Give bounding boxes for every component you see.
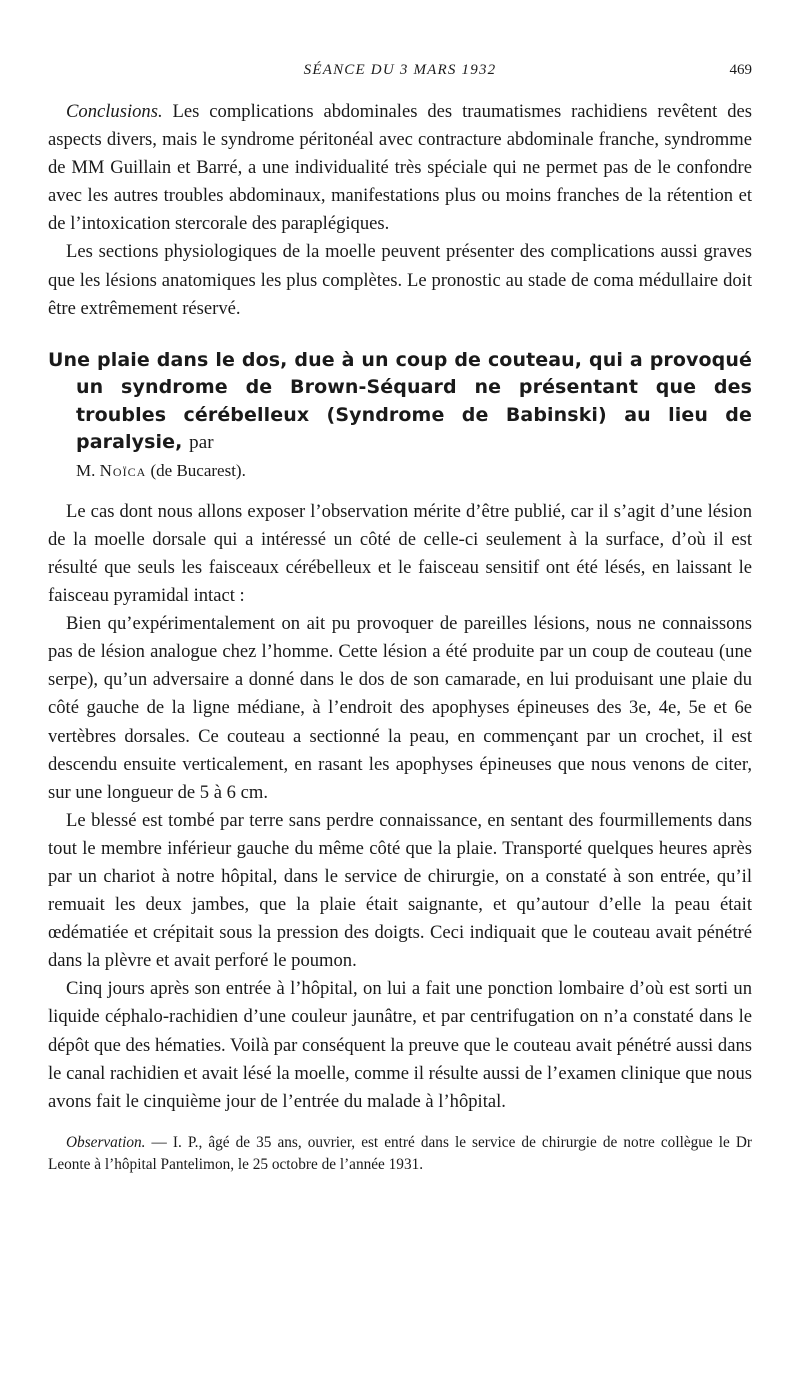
article-by: par [189, 432, 214, 454]
conclusions-label: Conclusions. [66, 101, 163, 122]
author-origin: (de Bucarest). [150, 460, 246, 480]
body-paragraph-4: Cinq jours après son entrée à l’hôpital, on lui a fait une ponction lombaire d’où est sorti un liquide céphalo-rachidien d’une couleur jaunâtre, et par centrifugation on n’a constaté dans le dépôt que des hématies. Voilà par conséquent la preuve que le couteau avait pénétré aussi dans le canal rachidien et avait lésé la moelle, comme il résulte aussi de l’examen clinique que nous avons fait le cinquième jour de l’entrée du malade à l’hôpital. [48, 978, 752, 1112]
page-body [48, 98, 752, 1176]
observation-label: Observation. [66, 1133, 146, 1151]
article-title-text: Une plaie dans le dos, due à un coup de couteau, qui a provoqué un syndrome de Brown-Séquard ne présentant que des troubles cérébelleux (Syndrome de Babinski) au lieu de paralysie, [48, 348, 752, 454]
observation-paragraph [48, 1132, 752, 1176]
article-author [48, 457, 752, 484]
body-paragraph-2: Bien qu’expérimentalement on ait pu provoquer de pareilles lésions, nous ne connaissons pas de lésion analogue chez l’homme. Cette lésion a été produite par un coup de couteau (une serpe), qu’un adversaire a donné dans le dos de son camarade, en lui produisant une plaie du côté gauche de la ligne médiane, à l’endroit des apophyses épineuses des 3e, 4e, 5e et 6e vertèbres dorsales. Ce couteau a sectionné la peau, en commençant par un crochet, il est descendu ensuite verticalement, en rasant les apophyses épineuses que nous venons de citer, sur une longueur de 5 à 6 cm. [48, 613, 752, 803]
running-title: SÉANCE DU 3 MARS 1932 [303, 62, 497, 78]
conclusions-paragraph-2: Les sections physiologiques de la moelle peuvent présenter des complications aussi graves que les lésions anatomiques les plus complètes. Le pronostic au stade de coma médullaire doit être extrêmement réservé. [48, 241, 752, 319]
author-name: Noïca [99, 460, 147, 480]
article-title [48, 347, 752, 457]
conclusions-text: Les complications abdominales des traumatismes rachidiens revêtent des aspects divers, mais le syndrome péritonéal avec contracture abdominale franche, syndromme de MM Guillain et Barré, a une individualité très spéciale qui ne permet pas de le confondre avec les autres troubles abdominaux, manifestations plus ou moins franches de la rétention et de l’intoxication stercorale des paraplégiques. [48, 101, 753, 235]
observation-text: — I. P., âgé de 35 ans, ouvrier, est entré dans le service de chirurgie de notre collègue le Dr Leonte à l’hôpital Pantelimon, le 25 octobre de l’année 1931. [48, 1133, 752, 1173]
author-prefix: M. [76, 460, 96, 480]
conclusions-paragraph [48, 98, 752, 238]
body-paragraph-3: Le blessé est tombé par terre sans perdre connaissance, en sentant des fourmillements dans tout le membre inférieur gauche du même côté que la plaie. Transporté quelques heures après par un chariot à notre hôpital, dans le service de chirurgie, on a constaté à son entrée, qu’il remuait les deux jambes, que la plaie était saignante, et qu’autour d’elle la peau était œdématiée et crépitait sous la pression des doigts. Ceci indiquait que le couteau avait pénétré dans la plèvre et avait perforé le poumon. [48, 809, 752, 972]
page-number: 469 [729, 62, 752, 78]
body-paragraph-1: Le cas dont nous allons exposer l’observation mérite d’être publié, car il s’agit d’une lésion de la moelle dorsale qui a intéressé un côté de celle-ci seulement à la surface, d’où il est résulté que seuls les faisceaux cérébelleux et le faisceau sensitif ont été lésés, en laissant le faisceau pyramidal intact : [48, 500, 752, 607]
